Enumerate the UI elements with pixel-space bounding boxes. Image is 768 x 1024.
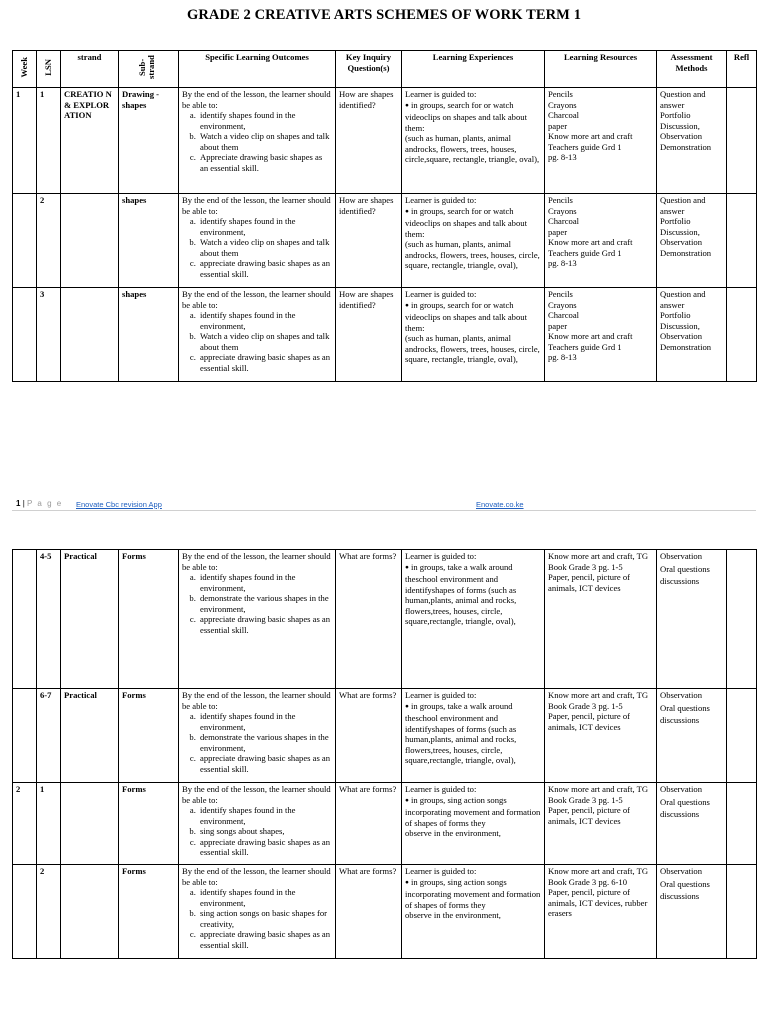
- resource-item: Charcoal: [548, 110, 580, 120]
- outcome-item: a. identify shapes found in the environment,: [198, 887, 332, 908]
- outcome-item: b. Watch a video clip on shapes and talk about them: [198, 237, 332, 258]
- assessment-item: Demonstration: [660, 141, 712, 152]
- outcomes-cell: [179, 783, 336, 865]
- outcome-item: a. identify shapes found in the environment,: [198, 310, 332, 331]
- resources-cell: [545, 194, 657, 288]
- reflection-cell: [727, 865, 757, 959]
- table-row: [13, 88, 757, 194]
- outcomes-intro: By the end of the lesson, the learner should be able to:: [182, 289, 331, 310]
- outcomes-intro: By the end of the lesson, the learner should be able to:: [182, 866, 331, 887]
- assessment-item: Oral questions: [660, 702, 710, 713]
- experience-bullet: [405, 562, 541, 627]
- assessment-item: Portfolio: [660, 216, 691, 226]
- schemes-table-page-1: [12, 50, 757, 382]
- assessment-item: Observation: [660, 237, 703, 247]
- assessment-item: Observation: [660, 331, 703, 341]
- lsn-cell: 3: [37, 288, 61, 382]
- week-cell: [13, 288, 37, 382]
- header-assessment: Assessment Methods: [657, 51, 727, 88]
- assessment-item: Portfolio: [660, 310, 691, 320]
- experience-bullet-text: in groups, take a walk around theschool environment and identifyshapes of forms (such as human,plants, animal and rocks, flowers,trees, houses, circle, square,rectangle, triangle, oval),: [405, 700, 517, 765]
- reflection-cell: [727, 550, 757, 689]
- header-lsn: LSN: [37, 51, 61, 88]
- assessment-item: Discussion,: [660, 320, 700, 331]
- outcome-item: a. identify shapes found in the environment,: [198, 711, 332, 732]
- assessment-item: Portfolio: [660, 110, 691, 120]
- experience-bullet-text: in groups, search for or watch videoclips on shapes and talk about them:: [405, 99, 527, 133]
- assessment-item: discussions: [660, 891, 700, 901]
- outcome-item: c. appreciate drawing basic shapes as an essential skill.: [198, 258, 332, 279]
- outcome-item: c. appreciate drawing basic shapes as an essential skill.: [198, 352, 332, 373]
- resource-item: Charcoal: [548, 216, 580, 226]
- outcomes-intro: By the end of the lesson, the learner should be able to:: [182, 551, 331, 572]
- assessment-item: Observation: [660, 690, 703, 700]
- lsn-cell: 2: [37, 194, 61, 288]
- substrand-cell: Forms: [119, 689, 179, 783]
- experiences-cell: [402, 288, 545, 382]
- inquiry-cell: What are forms?: [336, 865, 402, 959]
- strand-cell: [61, 288, 119, 382]
- header-outcomes: Specific Learning Outcomes: [179, 51, 336, 88]
- experience-bullet: [405, 300, 541, 334]
- outcome-item: b. sing songs about shapes,: [198, 826, 332, 837]
- resource-item: Charcoal: [548, 310, 580, 320]
- assessment-cell: [657, 88, 727, 194]
- strand-cell: [61, 783, 119, 865]
- lsn-cell: 4-5: [37, 550, 61, 689]
- assessment-item: Oral questions: [660, 878, 710, 889]
- experiences-cell: [402, 550, 545, 689]
- inquiry-cell: What are forms?: [336, 783, 402, 865]
- outcome-item: b. sing action songs on basic shapes for creativity,: [198, 908, 332, 929]
- header-inquiry: Key Inquiry Question(s): [336, 51, 402, 88]
- reflection-cell: [727, 689, 757, 783]
- outcome-item: b. Watch a video clip on shapes and talk about them: [198, 331, 332, 352]
- resource-item: Crayons: [548, 205, 577, 216]
- week-cell: [13, 865, 37, 959]
- lsn-cell: 1: [37, 783, 61, 865]
- week-cell: 2: [13, 783, 37, 865]
- experience-bullet-text: in groups, sing action songs incorporating movement and formation of shapes of forms they: [405, 794, 541, 828]
- experience-intro: Learner is guided to:: [405, 195, 477, 205]
- assessment-cell: [657, 689, 727, 783]
- outcomes-intro: By the end of the lesson, the learner should be able to:: [182, 195, 331, 216]
- document-title: GRADE 2 CREATIVE ARTS SCHEMES OF WORK TERM 1: [186, 7, 582, 23]
- resources-cell: [545, 88, 657, 194]
- outcome-item: b. demonstrate the various shapes in the environment,: [198, 593, 332, 614]
- strand-cell: [61, 194, 119, 288]
- outcomes-list: [182, 887, 332, 950]
- experience-line: (such as human, plants, animal androcks, flowers, trees, houses, circle,: [405, 333, 540, 354]
- table-row: [13, 550, 757, 689]
- assessment-item: Oral questions: [660, 796, 710, 807]
- assessment-item: Discussion,: [660, 226, 700, 237]
- experience-intro: Learner is guided to:: [405, 551, 477, 561]
- schemes-table-page-2: [12, 549, 757, 959]
- outcome-item: c. appreciate drawing basic shapes as an essential skill.: [198, 753, 332, 774]
- experiences-cell: [402, 689, 545, 783]
- outcomes-cell: [179, 550, 336, 689]
- experience-bullet-text: in groups, search for or watch videoclips on shapes and talk about them:: [405, 205, 527, 239]
- inquiry-cell: How are shapes identified?: [336, 88, 402, 194]
- outcome-item: a. identify shapes found in the environment,: [198, 110, 332, 131]
- outcomes-cell: [179, 194, 336, 288]
- experience-line: observe in the environment,: [405, 910, 501, 920]
- experience-bullet-text: in groups, search for or watch videoclips on shapes and talk about them:: [405, 299, 527, 333]
- resource-item: Teachers guide Grd 1: [548, 141, 622, 152]
- outcome-item: b. Watch a video clip on shapes and talk about them: [198, 131, 332, 152]
- assessment-cell: [657, 550, 727, 689]
- resources-cell: [545, 689, 657, 783]
- outcomes-intro: By the end of the lesson, the learner should be able to:: [182, 690, 331, 711]
- outcome-item: a. identify shapes found in the environment,: [198, 216, 332, 237]
- experience-bullet: [405, 206, 541, 240]
- experience-intro: Learner is guided to:: [405, 690, 477, 700]
- assessment-item: discussions: [660, 809, 700, 819]
- resource-item: Know more art and craft: [548, 331, 633, 341]
- resource-item: Crayons: [548, 99, 577, 110]
- assessment-item: discussions: [660, 715, 700, 725]
- outcomes-cell: [179, 689, 336, 783]
- substrand-cell: Forms: [119, 550, 179, 689]
- assessment-item: Question and answer: [660, 195, 706, 216]
- outcomes-list: [182, 572, 332, 635]
- strand-cell: Practical: [61, 689, 119, 783]
- experience-bullet-text: in groups, sing action songs incorporating movement and formation of shapes of forms they: [405, 876, 541, 910]
- assessment-item: Question and answer: [660, 89, 706, 110]
- header-resources: Learning Resources: [545, 51, 657, 88]
- outcomes-cell: [179, 865, 336, 959]
- resource-item: Know more art and craft, TG Book Grade 3 pg. 1-5: [548, 551, 649, 572]
- assessment-item: Discussion,: [660, 120, 700, 131]
- resource-item: Paper, pencil, picture of animals, ICT devices, rubber erasers: [548, 887, 648, 918]
- header-substrand: Sub-strand: [119, 51, 179, 88]
- outcomes-intro: By the end of the lesson, the learner should be able to:: [182, 89, 331, 110]
- outcomes-intro: By the end of the lesson, the learner should be able to:: [182, 784, 331, 805]
- reflection-cell: [727, 88, 757, 194]
- substrand-cell: Forms: [119, 865, 179, 959]
- page-number: 1 | P a g e: [16, 499, 63, 508]
- assessment-cell: [657, 783, 727, 865]
- resource-item: Teachers guide Grd 1: [548, 247, 622, 258]
- lsn-cell: 6-7: [37, 689, 61, 783]
- outcomes-cell: [179, 288, 336, 382]
- resource-item: Crayons: [548, 299, 577, 310]
- substrand-cell: Forms: [119, 783, 179, 865]
- resource-item: paper: [548, 226, 568, 237]
- strand-cell: Practical: [61, 550, 119, 689]
- outcomes-list: [182, 711, 332, 774]
- outcomes-list: [182, 310, 332, 373]
- table-row: [13, 783, 757, 865]
- inquiry-cell: What are forms?: [336, 689, 402, 783]
- resource-item: Pencils: [548, 195, 573, 205]
- reflection-cell: [727, 194, 757, 288]
- week-cell: [13, 689, 37, 783]
- outcomes-cell: [179, 88, 336, 194]
- assessment-cell: [657, 194, 727, 288]
- header-experiences: Learning Experiences: [402, 51, 545, 88]
- experience-line: (such as human, plants, animal androcks, flowers, trees, houses, circle,: [405, 239, 540, 260]
- resources-cell: [545, 783, 657, 865]
- resource-item: Paper, pencil, picture of animals, ICT devices: [548, 572, 630, 593]
- header-refl: Refl: [727, 51, 757, 88]
- experiences-cell: [402, 865, 545, 959]
- assessment-item: Demonstration: [660, 341, 712, 352]
- assessment-cell: [657, 288, 727, 382]
- strand-cell: CREATIO N & EXPLOR ATION: [61, 88, 119, 194]
- inquiry-cell: What are forms?: [336, 550, 402, 689]
- experiences-cell: [402, 783, 545, 865]
- assessment-item: Observation: [660, 784, 703, 794]
- resource-item: paper: [548, 320, 568, 331]
- experiences-cell: [402, 88, 545, 194]
- header-week: Week: [13, 51, 37, 88]
- assessment-item: Oral questions: [660, 563, 710, 574]
- table-header-row: [13, 51, 757, 88]
- resource-item: Know more art and craft: [548, 237, 633, 247]
- experience-intro: Learner is guided to:: [405, 866, 477, 876]
- resource-item: pg. 8-13: [548, 152, 577, 162]
- outcome-item: c. appreciate drawing basic shapes as an essential skill.: [198, 614, 332, 635]
- outcome-item: c. Appreciate drawing basic shapes as an essential skill.: [198, 152, 332, 173]
- reflection-cell: [727, 783, 757, 865]
- table-row: [13, 194, 757, 288]
- page-footer: [12, 498, 756, 511]
- assessment-item: Demonstration: [660, 247, 712, 258]
- experiences-cell: [402, 194, 545, 288]
- resources-cell: [545, 288, 657, 382]
- reflection-cell: [727, 288, 757, 382]
- outcome-item: a. identify shapes found in the environment,: [198, 572, 332, 593]
- inquiry-cell: How are shapes identified?: [336, 194, 402, 288]
- experience-bullet-text: in groups, take a walk around theschool environment and identifyshapes of forms (such as human,plants, animal and rocks, flowers,trees, houses, circle, square,rectangle, triangle, oval),: [405, 561, 517, 626]
- experience-bullet: [405, 877, 541, 911]
- substrand-cell: Drawing - shapes: [119, 88, 179, 194]
- resource-item: pg. 8-13: [548, 352, 577, 362]
- outcomes-list: [182, 805, 332, 858]
- assessment-item: Observation: [660, 866, 703, 876]
- week-cell: [13, 550, 37, 689]
- resources-cell: [545, 550, 657, 689]
- resource-item: pg. 8-13: [548, 258, 577, 268]
- footer-link-app[interactable]: Enovate Cbc revision App: [76, 500, 162, 509]
- experience-line: square, rectangle, triangle, oval),: [405, 354, 518, 364]
- header-strand: strand: [61, 51, 119, 88]
- assessment-item: Observation: [660, 551, 703, 561]
- outcome-item: c. appreciate drawing basic shapes as an essential skill.: [198, 929, 332, 950]
- resource-item: paper: [548, 120, 568, 131]
- assessment-item: Observation: [660, 131, 703, 141]
- assessment-item: discussions: [660, 576, 700, 586]
- outcome-item: c. appreciate drawing basic shapes as an essential skill.: [198, 837, 332, 858]
- experience-bullet: [405, 795, 541, 829]
- resource-item: Know more art and craft: [548, 131, 633, 141]
- table-row: [13, 288, 757, 382]
- resource-item: Know more art and craft, TG Book Grade 3 pg. 1-5: [548, 784, 649, 805]
- resources-cell: [545, 865, 657, 959]
- outcome-item: b. demonstrate the various shapes in the environment,: [198, 732, 332, 753]
- table-row: [13, 865, 757, 959]
- resource-item: Pencils: [548, 289, 573, 299]
- resource-item: Know more art and craft, TG Book Grade 3 pg. 6-10: [548, 866, 649, 887]
- table-row: [13, 689, 757, 783]
- substrand-cell: shapes: [119, 194, 179, 288]
- experience-bullet: [405, 701, 541, 766]
- resource-item: Paper, pencil, picture of animals, ICT devices: [548, 805, 630, 826]
- outcome-item: a. identify shapes found in the environment,: [198, 805, 332, 826]
- experience-line: square, rectangle, triangle, oval),: [405, 260, 518, 270]
- week-cell: [13, 194, 37, 288]
- lsn-cell: 2: [37, 865, 61, 959]
- strand-cell: [61, 865, 119, 959]
- experience-intro: Learner is guided to:: [405, 89, 477, 99]
- resource-item: Pencils: [548, 89, 573, 99]
- assessment-cell: [657, 865, 727, 959]
- footer-link-site[interactable]: Enovate.co.ke: [476, 500, 524, 509]
- experience-intro: Learner is guided to:: [405, 289, 477, 299]
- substrand-cell: shapes: [119, 288, 179, 382]
- resource-item: Know more art and craft, TG Book Grade 3 pg. 1-5: [548, 690, 649, 711]
- resource-item: Teachers guide Grd 1: [548, 341, 622, 352]
- experience-intro: Learner is guided to:: [405, 784, 477, 794]
- resource-item: Paper, pencil, picture of animals, ICT devices: [548, 711, 630, 732]
- experience-line: (such as human, plants, animal androcks, flowers, trees, houses, circle,square, rectangle, triangle, oval),: [405, 133, 540, 164]
- outcomes-list: [182, 110, 332, 173]
- week-cell: 1: [13, 88, 37, 194]
- inquiry-cell: How are shapes identified?: [336, 288, 402, 382]
- experience-line: observe in the environment,: [405, 828, 501, 838]
- experience-bullet: [405, 100, 541, 134]
- lsn-cell: 1: [37, 88, 61, 194]
- outcomes-list: [182, 216, 332, 279]
- assessment-item: Question and answer: [660, 289, 706, 310]
